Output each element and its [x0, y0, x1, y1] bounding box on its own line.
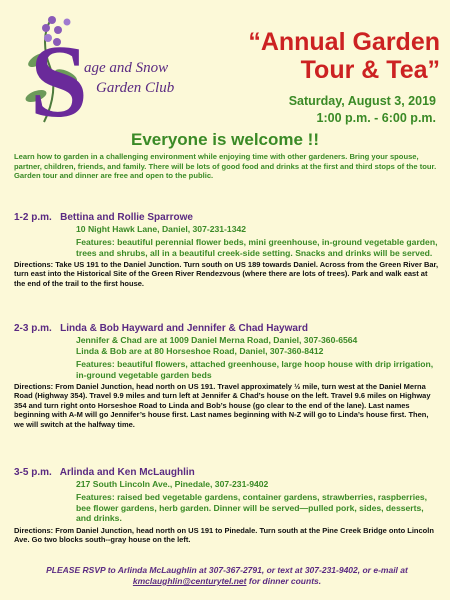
rsvp-note — [20, 565, 434, 587]
tour-stop-2 — [14, 322, 440, 429]
stop-3-address: 217 South Lincoln Ave., Pinedale, 307-231-9402 — [76, 479, 269, 489]
stop-3-time: 3-5 p.m. — [14, 467, 52, 478]
stop-1-directions: Directions: Take US 191 to the Daniel Junction. Turn south on US 189 towards Daniel. Across from the Green River Bar, turn east into the Historical Site of the Green River Rendezvous (where there are lots of trees). Park and walk east at the end of the trail to the first house. — [14, 260, 439, 288]
stop-2-features: Features: beautiful flowers, attached greenhouse, large hoop house with drip irrigation, in-ground vegetable garden beds — [76, 359, 434, 380]
event-date-time — [289, 93, 436, 127]
logo-letter-s: S — [30, 24, 88, 132]
welcome-heading: Everyone is welcome !! — [130, 130, 320, 149]
club-name-line2: Garden Club — [96, 80, 175, 96]
stop-2-address-linda-bob: Linda & Bob are at 80 Horseshoe Road, Daniel, 307-360-8412 — [76, 346, 324, 356]
stop-1-time: 1-2 p.m. — [14, 212, 52, 223]
stop-2-address-jennifer-chad: Jennifer & Chad are at 1009 Daniel Merna Road, Daniel, 307-360-6564 — [76, 335, 358, 345]
stop-2-time: 2-3 p.m. — [14, 323, 52, 334]
stop-1-hosts: Bettina and Rollie Sparrowe — [60, 212, 193, 223]
stop-3-hosts: Arlinda and Ken McLaughlin — [59, 467, 195, 478]
rsvp-text-end: for dinner counts. — [246, 576, 322, 586]
tour-stop-3 — [14, 466, 440, 544]
stop-2-hosts: Linda & Bob Hayward and Jennifer & Chad Hayward — [60, 323, 308, 334]
stop-2-directions: Directions: From Daniel Junction, head north on US 191. Travel approximately ½ mile, turn west at the Daniel Merna Road (Highway 354). Travel 9.9 miles and turn left at Jennifer & Chad’s house on the left. Travel 9.6 miles on Highway 354 and turn right onto Horseshoe Road to Linda and Bob’s house (go clear to the end of the lane). Last names beginning with A-M will go Jennifer’s house first. Last names beginning with N-Z will go to Linda’s house first. Then, we will switch at the halfway time. — [14, 382, 431, 429]
stop-1-features: Features: beautiful perennial flower beds, mini greenhouse, in-ground vegetable garden, trees and shrubs, all in a beautiful creek-side setting. Snacks and drinks will be served. — [76, 237, 438, 258]
rsvp-email-link[interactable]: kmclaughlin@centurytel.net — [132, 576, 247, 586]
stop-2-heading — [14, 322, 440, 335]
club-name-line1: age and Snow — [84, 60, 169, 76]
stop-3-directions: Directions: From Daniel Junction, head north on US 191 to Pinedale. Turn south at the Pine Creek Bridge onto Lincoln Ave. Go two blocks south--gray house on the left. — [14, 525, 434, 544]
event-time: 1:00 p.m. - 6:00 p.m. — [316, 111, 436, 125]
stop-1-heading — [14, 211, 440, 224]
tour-stop-1 — [14, 211, 440, 288]
intro-paragraph: Learn how to garden in a challenging environment while enjoying time with other gardeners. Bring your spouse, partner, children, friends, and family. There will be lots of good food and drinks at the first and third stops of the tour. Garden tour and dinner are free and open to the public. — [14, 152, 437, 181]
rsvp-text: PLEASE RSVP to Arlinda McLaughlin at 307-367-2791, or text at 307-231-9402, or e-mail at — [46, 565, 408, 575]
stop-3-features: Features: raised bed vegetable gardens, container gardens, strawberries, raspberries, bee flower gardens, herb garden. Dinner will be served—pulled pork, sides, desserts, and drinks. — [76, 492, 428, 523]
event-date: Saturday, August 3, 2019 — [288, 94, 436, 108]
club-name — [84, 58, 174, 98]
stop-3-heading — [14, 466, 440, 479]
event-title: “Annual Garden Tour & Tea” — [248, 28, 440, 84]
stop-1-address: 10 Night Hawk Lane, Daniel, 307-231-1342 — [76, 224, 247, 234]
